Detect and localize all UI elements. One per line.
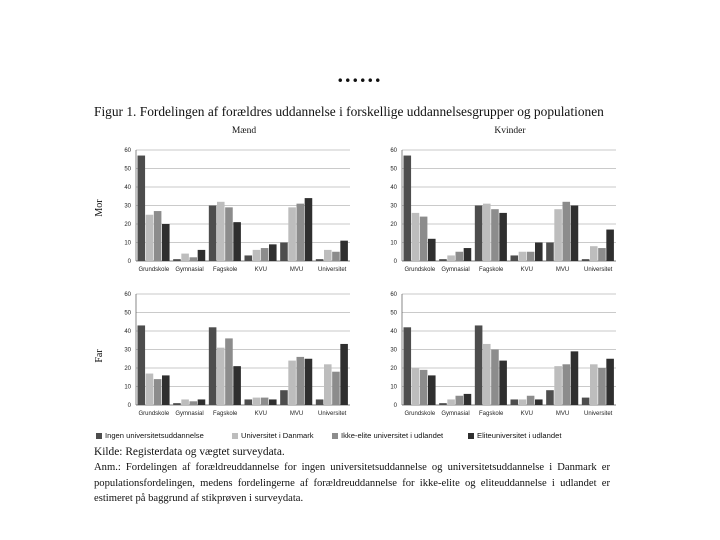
- bar: [412, 368, 420, 405]
- bar: [456, 396, 464, 405]
- bar: [563, 202, 571, 261]
- y-tick-label: 60: [390, 292, 397, 299]
- bar: [297, 357, 305, 405]
- bar: [280, 243, 288, 262]
- legend-item: [96, 431, 204, 440]
- bar: [245, 399, 253, 405]
- bar: [511, 255, 519, 261]
- y-tick-label: 30: [124, 347, 131, 354]
- bar: [598, 368, 606, 405]
- bar: [332, 252, 340, 261]
- y-tick-label: 0: [127, 259, 131, 266]
- bar: [563, 364, 571, 405]
- x-tick-label: Universitet: [317, 267, 347, 273]
- y-tick-label: 10: [124, 384, 131, 391]
- y-tick-label: 30: [390, 203, 397, 210]
- legend-item: [232, 431, 314, 440]
- bar: [225, 207, 233, 261]
- bar: [491, 350, 499, 406]
- bar: [138, 325, 146, 405]
- x-tick-label: Gymnasial: [441, 411, 470, 417]
- bar: [217, 348, 225, 405]
- bar: [527, 396, 535, 405]
- bar: [288, 207, 296, 261]
- bar: [590, 364, 598, 405]
- y-tick-label: 20: [390, 366, 397, 373]
- bar: [324, 364, 332, 405]
- bar: [217, 202, 225, 261]
- bar: [464, 394, 472, 405]
- bar: [209, 206, 217, 262]
- bar: [464, 248, 472, 261]
- bar: [571, 206, 579, 262]
- chart-title: Mænd: [231, 126, 257, 136]
- x-tick-label: Grundskole: [138, 267, 170, 273]
- bar: [606, 230, 614, 261]
- bar: [225, 338, 233, 405]
- annotation-text: Anm.: Fordelingen af forældreuddannelse for ingen universitetsuddannelse og universitetsuddannelse i Danmark er populationsfordelingen, medens fordelingerne af forældreuddannelse for ikke-elite og eliteuddannelse i udlandet er estimeret på baggrund af stikprøven i surveydata.: [94, 462, 610, 504]
- bar: [198, 399, 206, 405]
- y-tick-label: 20: [124, 222, 131, 229]
- bar: [261, 398, 269, 405]
- x-tick-label: KVU: [254, 411, 268, 417]
- legend-label: Ikke-elite universitet i udlandet: [341, 431, 444, 440]
- y-tick-label: 50: [390, 310, 397, 317]
- y-tick-label: 10: [390, 240, 397, 247]
- bar: [554, 209, 562, 261]
- bar: [546, 243, 554, 262]
- x-tick-label: Universitet: [583, 267, 613, 273]
- bar: [154, 379, 162, 405]
- bar: [253, 398, 261, 405]
- y-tick-label: 10: [124, 240, 131, 247]
- bar: [146, 374, 154, 405]
- x-tick-label: MVU: [289, 411, 304, 417]
- y-tick-label: 50: [124, 166, 131, 173]
- bar: [340, 241, 348, 261]
- bar: [456, 252, 464, 261]
- x-tick-label: KVU: [520, 411, 534, 417]
- bar: [181, 254, 189, 261]
- bar: [305, 359, 313, 405]
- y-tick-label: 30: [390, 347, 397, 354]
- chart-title: Kvinder: [494, 126, 526, 136]
- bar: [316, 259, 324, 261]
- bar: [428, 239, 436, 261]
- bar: [154, 211, 162, 261]
- bar: [245, 255, 253, 261]
- bar: [162, 224, 170, 261]
- bar: [554, 366, 562, 405]
- bar: [420, 370, 428, 405]
- bar: [261, 248, 269, 261]
- legend-swatch: [468, 433, 474, 439]
- bar: [527, 252, 535, 261]
- bar: [233, 366, 241, 405]
- bar: [305, 198, 313, 261]
- x-tick-label: Fagskole: [478, 411, 504, 417]
- x-tick-label: Universitet: [583, 411, 613, 417]
- y-tick-label: 0: [393, 403, 397, 410]
- bar: [181, 399, 189, 405]
- x-tick-label: Gymnasial: [441, 267, 470, 273]
- bar: [439, 403, 447, 405]
- bar: [475, 206, 483, 262]
- bar: [483, 344, 491, 405]
- y-tick-label: 60: [124, 148, 131, 155]
- bar: [198, 250, 206, 261]
- bar: [483, 204, 491, 261]
- bar: [475, 325, 483, 405]
- x-tick-label: MVU: [555, 411, 570, 417]
- x-tick-label: KVU: [254, 267, 268, 273]
- bar: [324, 250, 332, 261]
- y-tick-label: 10: [390, 384, 397, 391]
- annotation-note: [94, 460, 610, 507]
- bar: [499, 361, 507, 405]
- bar: [535, 399, 543, 405]
- bar: [404, 156, 412, 261]
- bar: [190, 257, 198, 261]
- x-tick-label: Fagskole: [212, 267, 238, 273]
- source-note: Kilde: Registerdata og vægtet surveydata.: [94, 446, 285, 458]
- figure-title: Figur 1. Fordelingen af forældres uddannelse i forskellige uddannelsesgrupper og populationen: [94, 104, 604, 119]
- bar: [190, 401, 198, 405]
- bar: [519, 252, 527, 261]
- bar: [412, 213, 420, 261]
- y-tick-label: 40: [390, 185, 397, 192]
- x-tick-label: Gymnasial: [175, 267, 204, 273]
- y-tick-label: 20: [390, 222, 397, 229]
- legend-item: [468, 431, 561, 440]
- bar: [146, 215, 154, 261]
- bar: [447, 255, 455, 261]
- bar: [173, 403, 181, 405]
- y-tick-label: 20: [124, 366, 131, 373]
- legend-item: [332, 431, 443, 440]
- legend-label: Ingen universitetsuddannelse: [105, 431, 204, 440]
- y-tick-label: 60: [124, 292, 131, 299]
- bar: [269, 244, 277, 261]
- legend-swatch: [96, 433, 102, 439]
- bar: [447, 399, 455, 405]
- bar: [233, 222, 241, 261]
- x-tick-label: Universitet: [317, 411, 347, 417]
- bar: [491, 209, 499, 261]
- bar: [138, 156, 146, 261]
- legend-swatch: [332, 433, 338, 439]
- chart-kvinder-far: [362, 286, 624, 430]
- bar: [571, 351, 579, 405]
- bar: [511, 399, 519, 405]
- chart-kvinder-mor: [362, 124, 624, 282]
- x-tick-label: Fagskole: [478, 267, 504, 273]
- bar: [420, 217, 428, 261]
- bar: [316, 399, 324, 405]
- chart-legend: [96, 431, 626, 445]
- x-tick-label: MVU: [289, 267, 304, 273]
- y-tick-label: 0: [127, 403, 131, 410]
- x-tick-label: MVU: [555, 267, 570, 273]
- bar: [535, 243, 543, 262]
- x-tick-label: Fagskole: [212, 411, 238, 417]
- bar: [519, 399, 527, 405]
- bar: [546, 390, 554, 405]
- y-axis-label: Mor: [94, 199, 105, 217]
- y-tick-label: 40: [390, 329, 397, 336]
- y-tick-label: 50: [390, 166, 397, 173]
- bar: [288, 361, 296, 405]
- y-axis-label: Far: [94, 349, 105, 363]
- bar: [439, 259, 447, 261]
- bar: [582, 398, 590, 405]
- bar: [582, 259, 590, 261]
- chart-maend-far: [96, 286, 358, 430]
- bar: [332, 372, 340, 405]
- bar: [209, 327, 217, 405]
- bar: [606, 359, 614, 405]
- bar: [297, 204, 305, 261]
- bar: [269, 399, 277, 405]
- header-dots: ......: [337, 62, 383, 87]
- x-tick-label: Grundskole: [138, 411, 170, 417]
- bar: [590, 246, 598, 261]
- y-tick-label: 40: [124, 185, 131, 192]
- x-tick-label: Grundskole: [404, 267, 436, 273]
- y-tick-label: 30: [124, 203, 131, 210]
- y-tick-label: 50: [124, 310, 131, 317]
- bar: [253, 250, 261, 261]
- x-tick-label: KVU: [520, 267, 534, 273]
- bar: [428, 375, 436, 405]
- y-tick-label: 40: [124, 329, 131, 336]
- bar: [499, 213, 507, 261]
- x-tick-label: Gymnasial: [175, 411, 204, 417]
- y-tick-label: 0: [393, 259, 397, 266]
- bar: [173, 259, 181, 261]
- bar: [280, 390, 288, 405]
- chart-maend-mor: [96, 124, 358, 282]
- x-tick-label: Grundskole: [404, 411, 436, 417]
- legend-label: Eliteuniversitet i udlandet: [477, 431, 562, 440]
- bar: [340, 344, 348, 405]
- legend-swatch: [232, 433, 238, 439]
- bar: [598, 248, 606, 261]
- bar: [404, 327, 412, 405]
- bar: [162, 375, 170, 405]
- legend-label: Universitet i Danmark: [241, 431, 314, 440]
- y-tick-label: 60: [390, 148, 397, 155]
